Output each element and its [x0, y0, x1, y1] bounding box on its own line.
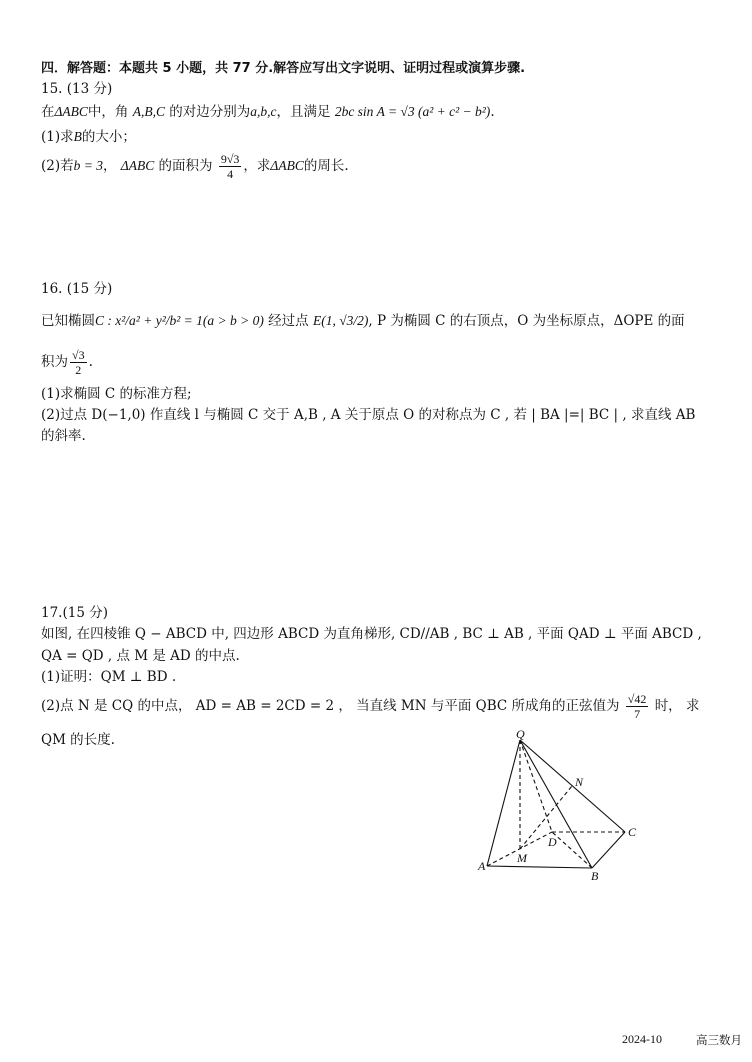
q15-triangle: ΔABC — [54, 104, 88, 119]
q15-part2-d: ，求 — [243, 158, 271, 174]
footer-date: 2024-10 — [622, 1032, 662, 1046]
q15-stem-mid: 中，角 — [87, 104, 129, 120]
q15-stem-prefix: 在 — [41, 104, 55, 120]
q16-point-e: E(1, √3/2) — [312, 313, 369, 328]
q15-part2-cond: b = 3 — [73, 158, 103, 173]
q16-area-fraction — [70, 348, 87, 377]
q16-line1 — [41, 306, 685, 336]
q15-stem: 在ΔABC中，角 A,B,C 的对边分别为a,b,c，且满足 2bc sin A = √3 (a² + c² − b²). — [41, 104, 495, 120]
label-a: A — [478, 859, 486, 873]
q15-part2-a: (2)若 — [41, 158, 74, 174]
q16-area-den: 2 — [75, 363, 82, 377]
q15-stem-mid2: 的对边分别为 — [169, 104, 251, 120]
q17-line1: 如图, 在四棱锥 Q − ABCD 中, 四边形 ABCD 为直角梯形, CD//AB , BC ⊥ AB , 平面 QAD ⊥ 平面 ABCD , — [41, 626, 702, 642]
q15-sides: a,b,c — [250, 104, 277, 119]
q15-number: 15. (13 分) — [41, 81, 113, 97]
edge-bc — [592, 832, 625, 868]
q16-area-num: √3 — [72, 348, 85, 362]
q15-part2-c: 的面积为 — [158, 158, 213, 174]
q15-angles: A,B,C — [132, 104, 165, 119]
q15-part2-b: ， — [103, 158, 117, 174]
q15-part1 — [41, 128, 136, 146]
q17-part2-b: 时， 求 — [654, 698, 700, 714]
edge-qc — [520, 740, 625, 832]
q16-part2-b: 的斜率. — [41, 428, 86, 444]
label-m: M — [517, 851, 527, 865]
edge-ab — [487, 866, 592, 868]
q15-part2-tri: ΔABC — [120, 158, 155, 173]
q15-equation: 2bc sin A = √3 (a² + c² − b²) — [334, 104, 491, 119]
q15-area-fraction — [219, 152, 242, 181]
q16-line1-a: 已知椭圆 — [41, 313, 95, 329]
label-n: N — [575, 775, 584, 789]
q15-part2-e: 的周长. — [303, 158, 349, 174]
q17-part2 — [41, 690, 699, 722]
q16-line2 — [41, 346, 93, 378]
q17-sine-fraction — [626, 692, 649, 721]
q17-sine-den: 7 — [634, 707, 641, 721]
q15-area-num: 9√3 — [220, 152, 240, 166]
pyramid-figure — [470, 728, 650, 883]
q15-part1-var: B — [73, 129, 82, 144]
q17-sine-num: √42 — [627, 692, 647, 706]
q17-number: 17.(15 分) — [41, 605, 108, 621]
section-header: 四．解答题：本题共 5 小题，共 77 分.解答应写出文字说明、证明过程或演算步骤. — [41, 61, 526, 76]
label-b: B — [591, 869, 599, 883]
q17-part2-a: (2)点 N 是 CQ 的中点， AD = AB = 2CD = 2 ， 当直线 MN 与平面 QBC 所成角的正弦值为 — [41, 698, 620, 714]
q16-ellipse-equation: C : x²/a² + y²/b² = 1(a > b > 0) — [95, 313, 264, 328]
q16-part2-a: (2)过点 D(−1,0) 作直线 l 与椭圆 C 交于 A,B , A 关于原点 O 的对称点为 C , 若 | BA |=| BC | , 求直线 AB — [41, 407, 696, 423]
q16-line2-b: . — [88, 354, 93, 370]
label-c: C — [628, 825, 637, 839]
label-d: D — [548, 835, 557, 849]
q16-line1-c: , P 为椭圆 C 的右顶点，O 为坐标原点，ΔOPE 的面 — [368, 313, 685, 329]
q15-part2 — [41, 150, 349, 182]
q16-line1-b: 经过点 — [268, 313, 309, 329]
q16-part1: (1)求椭圆 C 的标准方程; — [41, 386, 192, 402]
footer-exam: 高三数月 — [696, 1033, 742, 1047]
q17-part2-c: QM 的长度. — [41, 732, 115, 748]
q15-area-den: 4 — [227, 167, 234, 181]
q15-part1-tail: 的大小； — [81, 129, 136, 145]
q16-number: 16. (15 分) — [41, 281, 113, 297]
q15-stem-mid3: ，且满足 — [276, 104, 331, 120]
q17-part1: (1)证明：QM ⊥ BD . — [41, 669, 177, 685]
edge-qa — [487, 740, 520, 866]
label-q: Q — [516, 728, 525, 741]
q15-part1-prefix: (1)求 — [41, 129, 74, 145]
q16-line2-a: 积为 — [41, 354, 68, 370]
q17-line2: QA = QD , 点 M 是 AD 的中点. — [41, 648, 240, 664]
q15-part2-tri2: ΔABC — [270, 158, 304, 173]
edge-bd — [552, 832, 592, 868]
